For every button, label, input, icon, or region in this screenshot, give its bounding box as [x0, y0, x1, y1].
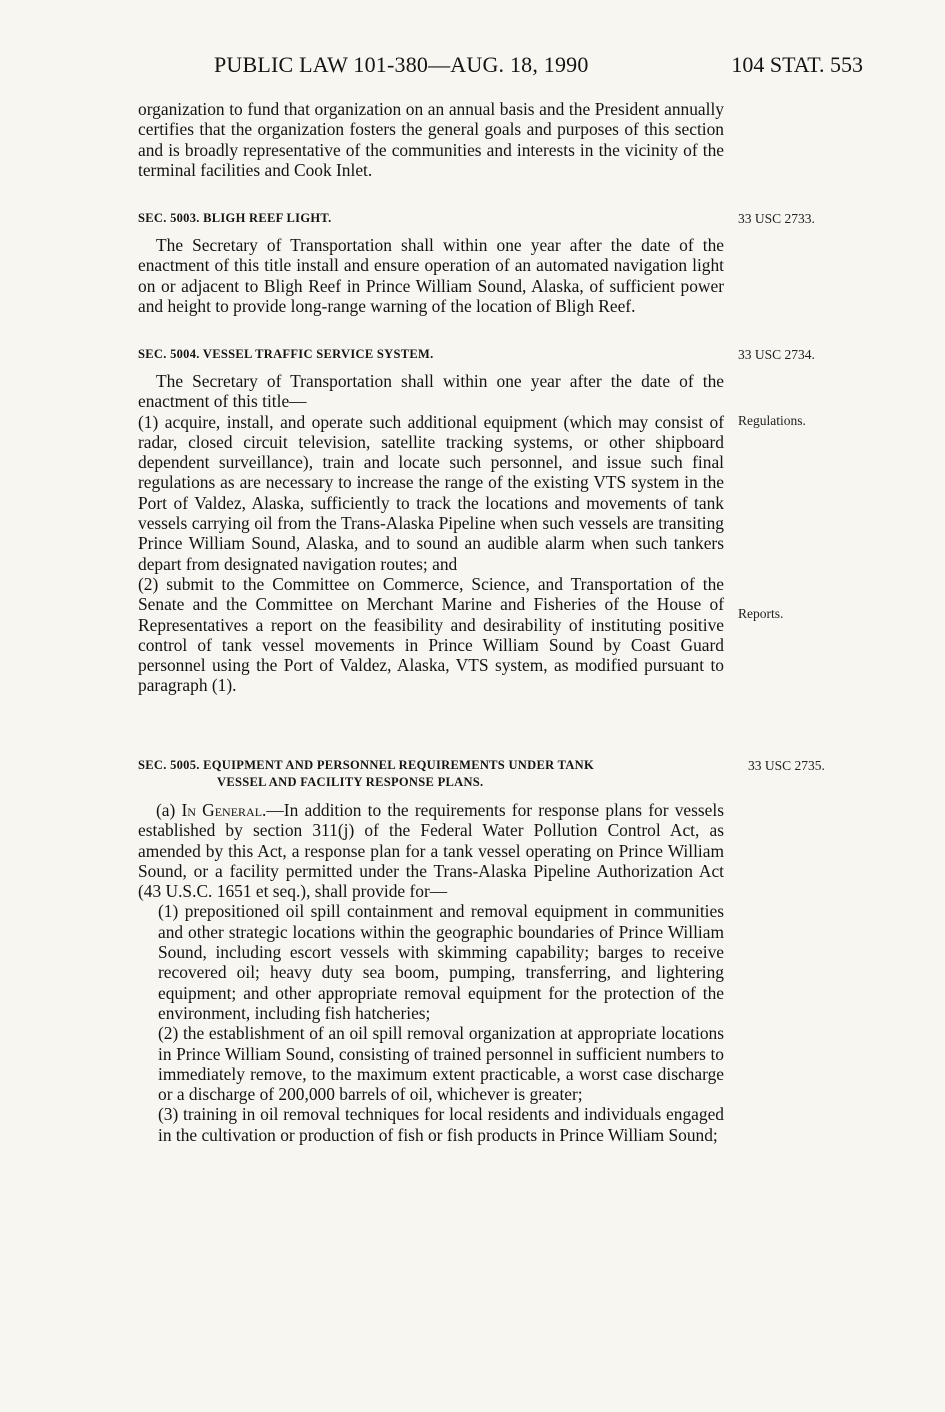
section-5003-heading: SEC. 5003. BLIGH REEF LIGHT.: [138, 211, 332, 225]
section-5003-body: The Secretary of Transportation shall within one year after the date of the enactment of this title install and ensure operation of an automated navigation light on or adjacent to Bligh Reef in Prince William Sound, Alaska, of sufficient power and height to provide long-range warning of the location of Bligh Reef.: [138, 235, 724, 316]
section-5005-item-3: [138, 1104, 724, 1145]
section-5004-item-1: [138, 412, 724, 574]
margin-note-regulations: Regulations.: [738, 413, 806, 428]
section-5005-item-1-text: (1) prepositioned oil spill containment and removal equipment in communities and other strategic locations within the geographic boundaries of Prince William Sound, including escort vessels with skimming capability; barges to receive recovered oil; heavy duty sea boom, pumping, transferring, and lightering equipment; and other appropriate removal equipment for the protection of the environment, including fish hatcheries;: [158, 901, 724, 1023]
subsection-a-label: (a): [156, 800, 182, 820]
subsection-a-title: In General: [181, 800, 263, 820]
section-5004-heading: SEC. 5004. VESSEL TRAFFIC SERVICE SYSTEM.: [138, 347, 434, 361]
section-5005-item-3-text: (3) training in oil removal techniques for local residents and individuals engaged in the cultivation or production of fish or fish products in Prince William Sound;: [158, 1104, 724, 1145]
section-5005-heading-line-2: VESSEL AND FACILITY RESPONSE PLANS.: [217, 775, 484, 789]
section-5005: [138, 757, 724, 1145]
section-5005-item-2: [138, 1023, 724, 1104]
margin-note-5005: 33 USC 2735.: [748, 758, 825, 773]
section-5004-item-2-text: (2) submit to the Committee on Commerce, Science, and Transportation of the Senate and the Committee on Merchant Marine and Fisheries of the House of Representatives a report on the feasibility and desirability of instituting positive control of tank vessel movements in Prince William Sound by Coast Guard personnel using the Port of Valdez, Alaska, VTS system, as modified pursuant to paragraph (1).: [138, 573, 724, 696]
continuation-block: [138, 99, 724, 180]
section-5005-heading-line-1: SEC. 5005. EQUIPMENT AND PERSONNEL REQUIREMENTS UNDER TANK: [138, 758, 595, 772]
section-5005-subsection-a: [138, 800, 724, 901]
section-5005-item-1: [138, 901, 724, 1023]
margin-note-reports: Reports.: [738, 606, 784, 621]
section-5004-intro: The Secretary of Transportation shall within one year after the date of the enactment of this title—: [138, 371, 724, 412]
section-5005-heading: [138, 757, 724, 791]
subsection-a-text: .—In addition to the requirements for response plans for vessels established by section 311(j) of the Federal Water Pollution Control Act, as amended by this Act, a response plan for a tank vessel operating on Prince William Sound, or a facility permitted under the Trans-Alaska Pipeline Authorization Act (43 U.S.C. 1651 et seq.), shall provide for—: [138, 800, 724, 902]
running-head: PUBLIC LAW 101-380—AUG. 18, 1990: [214, 52, 589, 77]
margin-note-5004: 33 USC 2734.: [738, 347, 815, 362]
page-stat-number: 104 STAT. 553: [731, 52, 863, 77]
section-5004-item-1-text: (1) acquire, install, and operate such additional equipment (which may consist of radar, closed circuit television, satellite tracking systems, or other shipboard dependent surveillance), train and locate such personnel, and issue such final regulations as are necessary to increase the range of the existing VTS system in the Port of Valdez, Alaska, sufficiently to track the locations and movements of tank vessels carrying oil from the Trans-Alaska Pipeline when such vessels are transiting Prince William Sound, Alaska, and to sound an audible alarm when such tankers depart from designated navigation routes; and: [138, 411, 724, 574]
continuation-paragraph: organization to fund that organization on an annual basis and the President annually certifies that the organization fosters the general goals and purposes of this section and is broadly representative of the communities and interests in the vicinity of the terminal facilities and Cook Inlet.: [138, 99, 724, 180]
section-5005-item-2-text: (2) the establishment of an oil spill removal organization at appropriate locations in Prince William Sound, consisting of trained personnel in sufficient numbers to immediately remove, to the maximum extent practicable, a worst case discharge or a discharge of 200,000 barrels of oil, whichever is greater;: [158, 1023, 724, 1105]
section-5003: [138, 210, 724, 316]
margin-note-5003: 33 USC 2733.: [738, 211, 815, 226]
section-5004-item-2: [138, 574, 724, 696]
section-5004: [138, 346, 724, 696]
